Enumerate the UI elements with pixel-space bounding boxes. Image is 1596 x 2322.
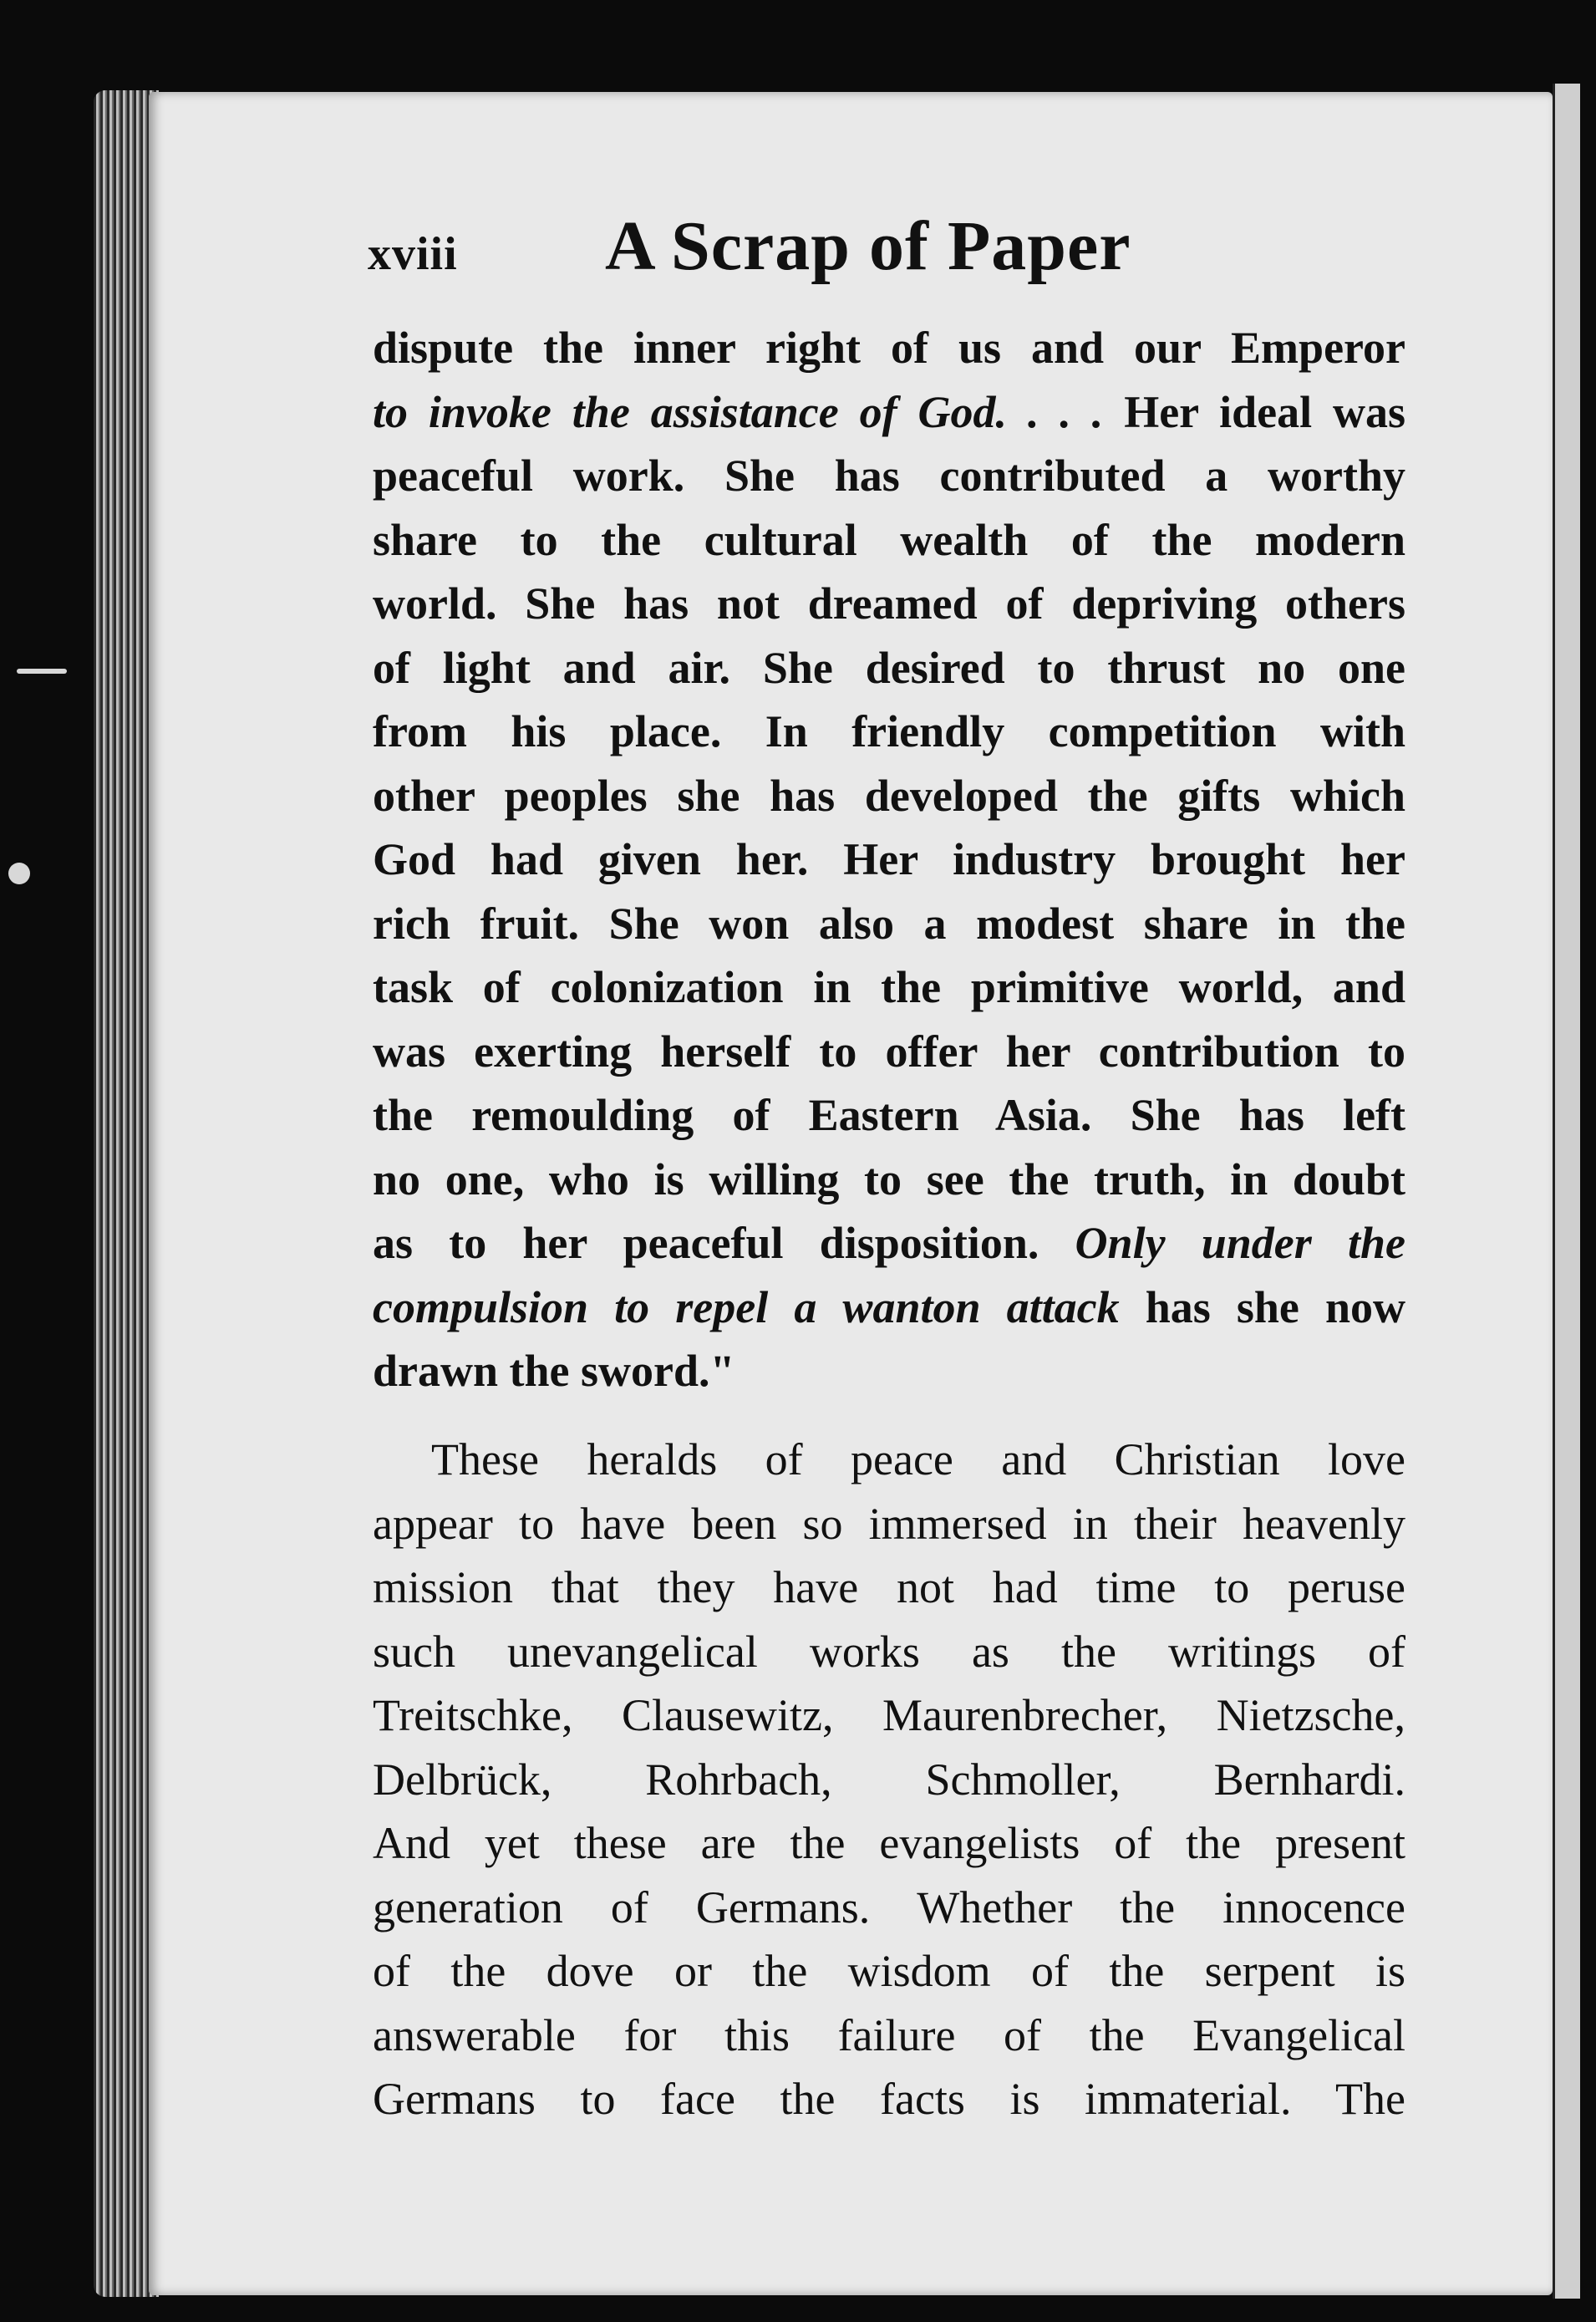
scan-speck	[8, 863, 30, 884]
text-line: of light and air. She desired to thrust no one	[373, 642, 1405, 693]
text-line: to invoke the assistance of God. . . . Her ideal was	[373, 386, 1405, 437]
text-line: task of colonization in the primitive world, and	[373, 962, 1405, 1012]
text-line: mission that they have not had time to peruse	[373, 1562, 1405, 1612]
text-line: the remoulding of Eastern Asia. She has left	[373, 1090, 1405, 1140]
text-line: rich fruit. She won also a modest share in the	[373, 898, 1405, 949]
text-line: Delbrück, Rohrbach, Schmoller, Bernhardi.	[373, 1754, 1405, 1805]
book-gutter	[1553, 84, 1580, 2299]
text-line: Germans to face the facts is immaterial. The	[373, 2074, 1405, 2124]
text-line: share to the cultural wealth of the modern	[373, 514, 1405, 565]
page-header	[368, 194, 1203, 294]
text-line: dispute the inner right of us and our Emperor	[373, 323, 1405, 373]
text-line: world. She has not dreamed of depriving others	[373, 578, 1405, 629]
text-line: compulsion to repel a wanton attack has she now	[373, 1281, 1405, 1332]
text-line: other peoples she has developed the gifts which	[373, 770, 1405, 821]
text-line: as to her peaceful disposition. Only under the	[373, 1218, 1405, 1268]
body-paragraph	[373, 1428, 1405, 2131]
text-line: generation of Germans. Whether the innocence	[373, 1882, 1405, 1932]
scan-speck	[17, 669, 67, 674]
text-line: These heralds of peace and Christian love	[431, 1434, 1405, 1484]
text-line: appear to have been so immersed in their heavenly	[373, 1498, 1405, 1549]
text-line: God had given her. Her industry brought her	[373, 834, 1405, 884]
text-line: no one, who is willing to see the truth, in doubt	[373, 1153, 1405, 1204]
text-line: Treitschke, Clausewitz, Maurenbrecher, Nietzsche,	[373, 1690, 1405, 1740]
text-line: from his place. In friendly competition with	[373, 706, 1405, 756]
text-line: was exerting herself to offer her contribution to	[373, 1026, 1405, 1077]
running-title: A Scrap of Paper	[605, 207, 1131, 285]
page-number: xviii	[368, 228, 458, 280]
text-line: answerable for this failure of the Evangelical	[373, 2009, 1405, 2060]
text-line: such unevangelical works as the writings of	[373, 1626, 1405, 1677]
text-line: drawn the sword."	[373, 1346, 735, 1396]
text-line: And yet these are the evangelists of the present	[373, 1818, 1405, 1868]
text-line: of the dove or the wisdom of the serpent is	[373, 1946, 1405, 1996]
text-line: peaceful work. She has contributed a worthy	[373, 451, 1405, 501]
quoted-paragraph	[373, 316, 1405, 1403]
